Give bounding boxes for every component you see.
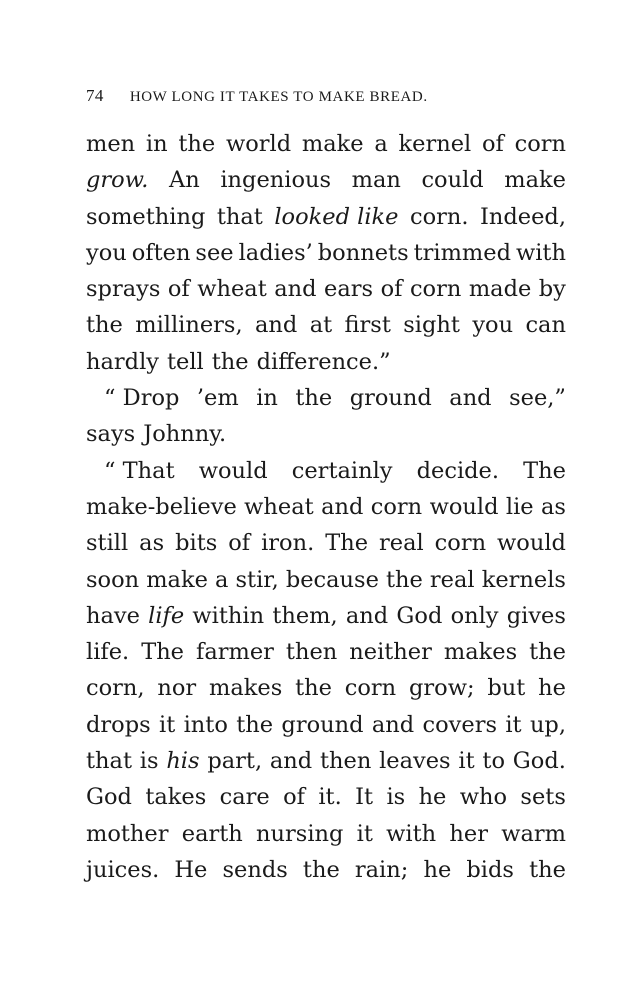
word: the — [529, 639, 566, 666]
word: is — [139, 748, 159, 775]
word: ground — [281, 711, 364, 738]
word: rain; — [354, 856, 409, 883]
word: drops — [86, 711, 151, 738]
word: The — [141, 639, 185, 666]
word: within — [192, 602, 265, 629]
word: a — [215, 566, 229, 593]
word: of — [481, 131, 504, 157]
word: makes — [209, 675, 283, 702]
word: bonnets — [317, 239, 409, 266]
word: ladies’ — [238, 239, 313, 266]
running-head — [86, 86, 566, 110]
text-line — [86, 162, 566, 198]
word: of — [228, 530, 251, 557]
word: in — [145, 131, 168, 157]
word: nor — [157, 675, 197, 702]
word: man — [351, 167, 401, 194]
word: make-believe — [86, 493, 237, 520]
text-line — [86, 707, 566, 743]
word: milliners, — [135, 312, 243, 339]
word: his — [166, 748, 200, 775]
word: make — [146, 566, 208, 593]
word: real — [429, 566, 475, 593]
word: with — [386, 820, 437, 847]
word: and — [255, 312, 298, 339]
word: and — [345, 602, 389, 629]
word: could — [421, 167, 484, 194]
word: as — [540, 493, 566, 520]
word: ground — [349, 385, 432, 412]
word: iron. — [261, 530, 315, 557]
word: that — [216, 203, 263, 230]
text-line — [86, 816, 566, 852]
word: then — [319, 748, 372, 775]
word: first — [344, 312, 391, 339]
word: up, — [529, 711, 566, 738]
word: The — [325, 530, 369, 557]
word: a — [374, 131, 388, 157]
word: with — [515, 239, 566, 266]
text-line — [86, 562, 566, 598]
word: corn. — [409, 203, 469, 230]
word: into — [183, 711, 228, 738]
word: and — [274, 276, 317, 303]
word: it — [505, 711, 522, 738]
text-line — [86, 598, 566, 634]
word: it — [159, 711, 176, 738]
text-line — [86, 344, 566, 380]
word: grow. — [86, 167, 149, 194]
text-line — [86, 199, 566, 235]
word: then — [285, 639, 338, 666]
word: bids — [466, 856, 514, 883]
text-line — [86, 271, 566, 307]
word: corn — [434, 530, 487, 557]
word: gives — [506, 602, 566, 629]
word: the — [178, 131, 216, 157]
word: trimmed — [413, 239, 511, 266]
word: earth — [181, 820, 243, 847]
word: in — [256, 385, 278, 412]
text-line — [86, 779, 566, 815]
word: corn — [344, 675, 397, 702]
word: the — [385, 566, 423, 593]
word: her — [449, 820, 488, 847]
word: says — [86, 421, 136, 448]
word: the — [211, 348, 249, 375]
word: corn — [409, 276, 462, 303]
text-line — [86, 525, 566, 561]
word: lie — [505, 493, 534, 520]
word: of — [167, 276, 190, 303]
word: ’em — [196, 385, 239, 412]
word: men — [86, 131, 136, 157]
word: but — [487, 675, 526, 702]
page-number: 74 — [86, 86, 104, 105]
word: An — [169, 167, 200, 194]
text-line — [86, 126, 566, 162]
word: kernel — [398, 131, 472, 157]
text-line — [86, 307, 566, 343]
body-text — [86, 126, 566, 888]
word: certainly — [291, 457, 393, 484]
word: would — [497, 530, 566, 557]
word: Johnny. — [143, 421, 227, 448]
word: God — [86, 784, 132, 811]
word: ears — [324, 276, 374, 303]
text-line — [86, 670, 566, 706]
word: you — [86, 239, 127, 266]
word: He — [174, 856, 208, 883]
word: made — [468, 276, 532, 303]
word: soon — [86, 566, 140, 593]
word: the — [236, 711, 274, 738]
word: and — [449, 385, 492, 412]
text-line — [86, 852, 566, 888]
word: “ Drop — [104, 385, 180, 412]
word: the — [295, 675, 332, 702]
word: grow; — [409, 675, 475, 702]
word: only — [450, 602, 499, 629]
word: It — [355, 784, 374, 811]
word: to — [482, 748, 506, 775]
word: makes — [443, 639, 518, 666]
word: stir, — [235, 566, 279, 593]
word: bits — [175, 530, 218, 557]
word: hardly — [86, 348, 159, 375]
word: the — [529, 856, 566, 883]
word: make — [301, 131, 364, 157]
word: and — [371, 711, 415, 738]
word: wheat — [244, 493, 314, 520]
word: juices. — [86, 856, 160, 883]
word: it. — [318, 784, 342, 811]
word: life. — [86, 639, 130, 666]
text-line — [86, 380, 566, 416]
word: them, — [272, 602, 338, 629]
word: sprays — [86, 276, 161, 303]
word: it — [356, 820, 373, 847]
word: still — [86, 530, 129, 557]
word: difference.” — [256, 348, 391, 375]
word: decide. — [416, 457, 500, 484]
word: often — [131, 239, 191, 266]
word: something — [86, 203, 206, 230]
word: it — [458, 748, 475, 775]
word: farmer — [196, 639, 274, 666]
word: real — [379, 530, 424, 557]
word: wheat — [197, 276, 267, 303]
text-line — [86, 453, 566, 489]
word: The — [523, 457, 566, 484]
word: looked like — [274, 203, 399, 230]
running-head-title: HOW LONG IT TAKES TO MAKE BREAD. — [129, 89, 428, 105]
text-line — [86, 634, 566, 670]
word: tell — [166, 348, 204, 375]
word: God. — [512, 748, 566, 775]
word: Indeed, — [480, 203, 566, 230]
word: who — [459, 784, 508, 811]
word: of — [380, 276, 403, 303]
word: of — [283, 784, 305, 811]
word: world — [225, 131, 292, 157]
word: the — [302, 856, 340, 883]
word: he — [538, 675, 566, 702]
word: would — [198, 457, 268, 484]
word: life — [148, 602, 185, 629]
word: corn — [370, 493, 423, 520]
word: care — [219, 784, 270, 811]
text-line — [86, 416, 566, 452]
text-line — [86, 743, 566, 779]
word: “ That — [104, 457, 175, 484]
text-line — [86, 235, 566, 271]
word: warm — [501, 820, 566, 847]
word: sends — [222, 856, 288, 883]
word: you — [472, 312, 514, 339]
word: make — [504, 167, 566, 194]
word: that — [86, 748, 132, 775]
word: can — [525, 312, 566, 339]
word: covers — [422, 711, 497, 738]
word: ingenious — [220, 167, 332, 194]
word: corn, — [86, 675, 145, 702]
text-line — [86, 489, 566, 525]
word: God — [396, 602, 443, 629]
word: and — [269, 748, 313, 775]
word: see,” — [509, 385, 566, 412]
word: at — [309, 312, 333, 339]
word: takes — [145, 784, 207, 811]
word: would — [429, 493, 499, 520]
word: have — [86, 602, 140, 629]
word: as — [139, 530, 165, 557]
word: leaves — [379, 748, 451, 775]
word: because — [285, 566, 379, 593]
word: the — [295, 385, 333, 412]
word: kernels — [481, 566, 566, 593]
word: he — [418, 784, 447, 811]
word: and — [321, 493, 364, 520]
word: sets — [520, 784, 566, 811]
word: mother — [86, 820, 169, 847]
word: sight — [403, 312, 460, 339]
word: neither — [349, 639, 432, 666]
word: part, — [207, 748, 263, 775]
word: corn — [514, 131, 566, 157]
word: the — [86, 312, 123, 339]
word: is — [386, 784, 406, 811]
word: by — [538, 276, 566, 303]
word: see — [195, 239, 234, 266]
word: nursing — [256, 820, 344, 847]
word: he — [423, 856, 452, 883]
